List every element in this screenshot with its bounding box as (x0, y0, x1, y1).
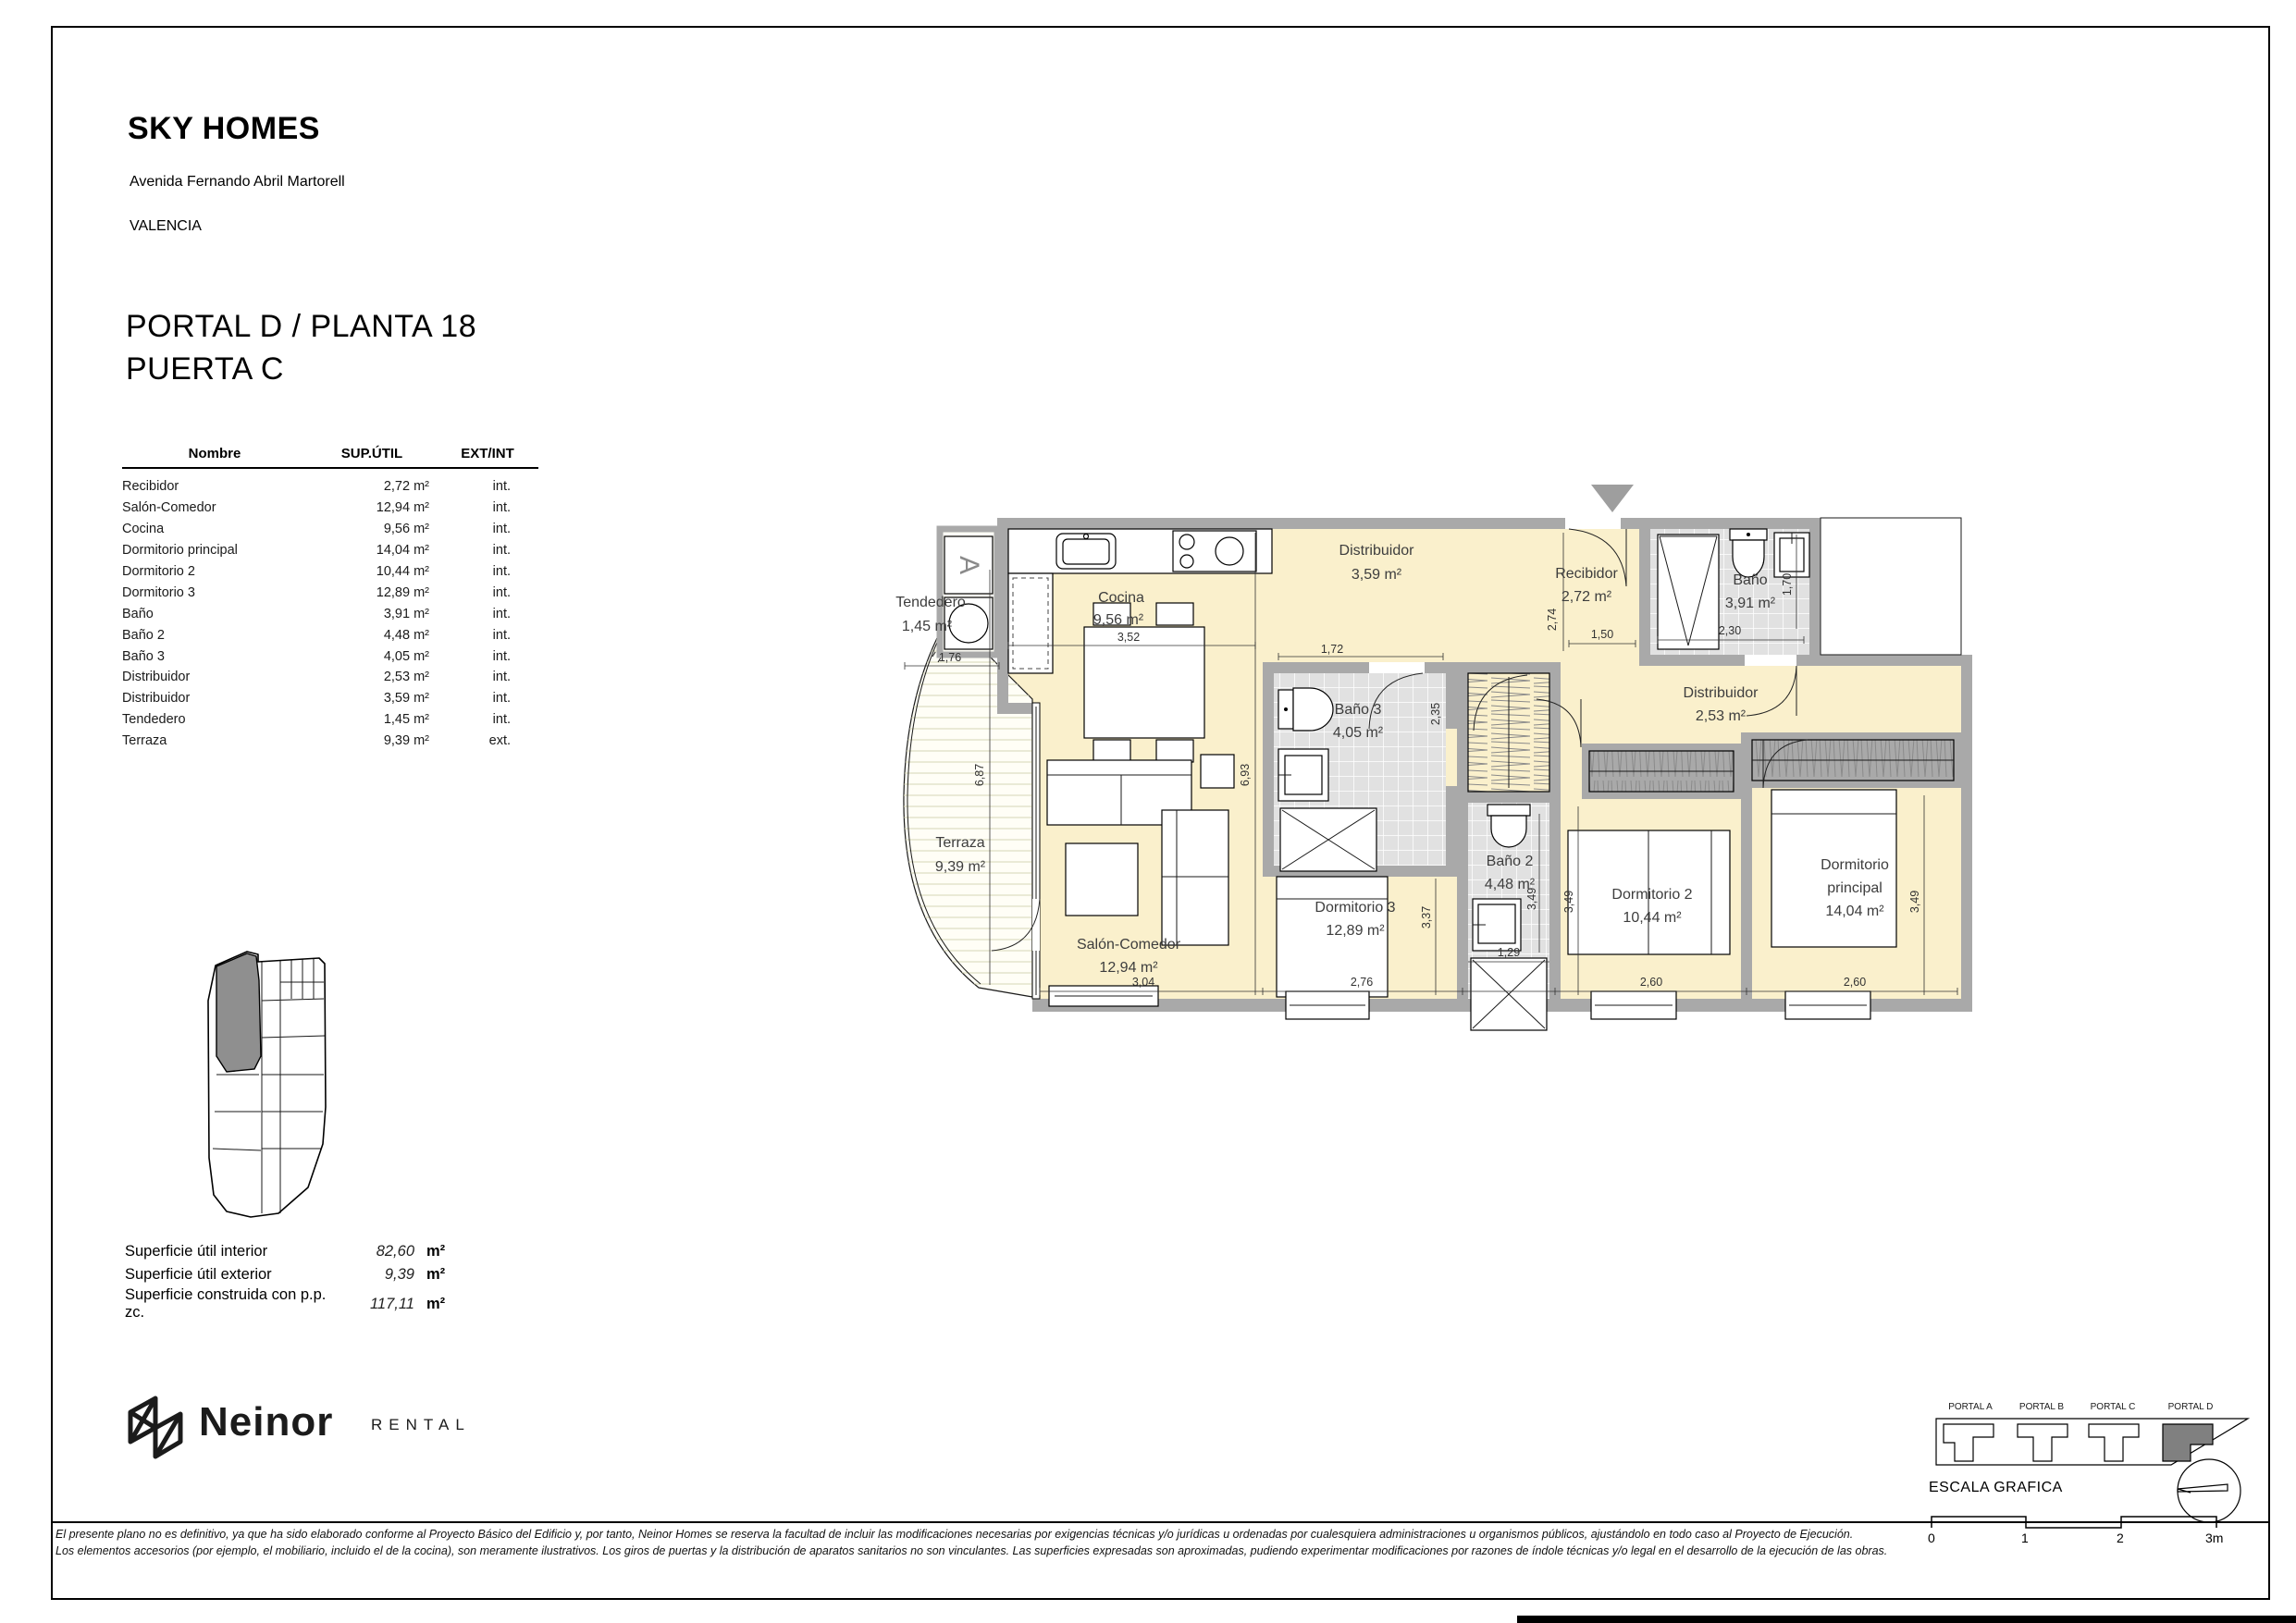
table-cell: Terraza (122, 733, 167, 749)
table-cell: Distribuidor (122, 691, 191, 707)
portal-a-shape (1944, 1424, 1994, 1461)
hall-closet (1468, 673, 1549, 792)
svg-text:Distribuidor: Distribuidor (1339, 543, 1414, 559)
table-cell: 12,94 m² (376, 500, 429, 516)
table-cell: Tendedero (122, 712, 186, 728)
page-title-line1: PORTAL D / PLANTA 18 (126, 309, 477, 344)
table-row (122, 709, 538, 731)
footer-disclaimer-line1: El presente plano no es definitivo, ya que ha sido elaborado conforme al Proyecto Básico del Edificio y, por tanto, Neinor Homes se reserva la facultad de incluir las modificaciones necesarias por exigencias técnicas y/o jurídicas u ordenadas por cualesquiera administraciones u organismos públicos, ajustándolo en todo caso al Proyecto de Ejecución. (56, 1528, 1854, 1541)
table-row (122, 476, 538, 498)
col-header-ext: EXT/INT (461, 446, 514, 461)
svg-text:4,05 m²: 4,05 m² (1332, 725, 1384, 741)
svg-text:Dormitorio: Dormitorio (1821, 857, 1889, 873)
floor-plan (851, 481, 2018, 1091)
table-cell: 2,53 m² (383, 670, 429, 685)
scale-tick-2: 2 (2117, 1531, 2124, 1544)
table-cell: Baño 2 (122, 627, 165, 643)
project-city: VALENCIA (130, 218, 202, 234)
table-cell: int. (492, 564, 511, 579)
table-row (122, 667, 538, 688)
table-row (122, 603, 538, 624)
table-cell: Dormitorio 3 (122, 584, 195, 600)
portal-b-label: PORTAL B (2018, 1402, 2065, 1412)
svg-text:Distribuidor: Distribuidor (1683, 685, 1759, 701)
table-cell: Baño 3 (122, 648, 165, 664)
table-cell: int. (492, 522, 511, 537)
svg-text:3,49: 3,49 (1908, 890, 1921, 914)
project-title: SKY HOMES (128, 111, 320, 146)
svg-text:3,52: 3,52 (1117, 631, 1141, 644)
svg-text:Tendedero: Tendedero (895, 595, 966, 610)
svg-text:1,45 m²: 1,45 m² (901, 619, 953, 634)
svg-text:Dormitorio 2: Dormitorio 2 (1611, 887, 1693, 903)
footer-separator (51, 1521, 2268, 1523)
svg-text:4,48 m²: 4,48 m² (1484, 877, 1536, 892)
footer-disclaimer-line2: Los elementos accesorios (por ejemplo, el mobiliario, incluido el de la cocina), son meramente ilustrativos. Los giros de puertas y la distribución de aparatos sanitarios no son vinculantes. Las superficies expresadas son aproximadas, pudiendo experimentar modificaciones por razones de índole técnicas y/o legal en el desarrollo de la ejecución de las obras. (56, 1544, 1888, 1557)
summary-value: 117,11 (369, 1295, 414, 1312)
svg-text:Baño 3: Baño 3 (1334, 702, 1382, 718)
svg-text:Terraza: Terraza (935, 835, 985, 851)
table-cell: int. (492, 712, 511, 728)
entrance-arrow (1591, 485, 1634, 512)
svg-text:Baño 2: Baño 2 (1486, 854, 1534, 869)
table-cell: ext. (488, 733, 511, 749)
svg-text:2,30: 2,30 (1718, 624, 1742, 637)
room-table-header (122, 446, 538, 469)
table-row (122, 688, 538, 709)
svg-text:14,04 m²: 14,04 m² (1825, 904, 1884, 919)
brand-sub: RENTAL (371, 1416, 471, 1433)
svg-text:9,39 m²: 9,39 m² (934, 859, 986, 875)
summary-row (125, 1240, 458, 1263)
summary-unit: m² (426, 1295, 446, 1312)
svg-text:3,49: 3,49 (1562, 890, 1575, 914)
portal-d-label: PORTAL D (2167, 1402, 2214, 1412)
core-void (1821, 518, 1961, 655)
svg-text:Salón-Comedor: Salón-Comedor (1076, 937, 1181, 953)
brand-name: Neinor (199, 1399, 334, 1445)
svg-text:6,87: 6,87 (973, 763, 986, 787)
portal-a-label: PORTAL A (1948, 1402, 1993, 1412)
table-cell: int. (492, 691, 511, 707)
room-table (122, 446, 538, 752)
scale-tick-1: 1 (2021, 1531, 2029, 1544)
svg-text:2,72 m²: 2,72 m² (1561, 589, 1612, 605)
page-title (126, 305, 476, 390)
table-cell: Cocina (122, 522, 165, 537)
table-cell: int. (492, 543, 511, 559)
col-header-area: SUP.ÚTIL (340, 446, 403, 461)
table-cell: Salón-Comedor (122, 500, 216, 516)
table-cell: int. (492, 648, 511, 664)
summary-value: 82,60 (376, 1243, 414, 1260)
table-cell: Distribuidor (122, 670, 191, 685)
svg-text:2,53 m²: 2,53 m² (1695, 708, 1747, 724)
portal-c-label: PORTAL C (2090, 1402, 2136, 1412)
table-cell: 9,56 m² (383, 522, 429, 537)
table-cell: Baño (122, 606, 154, 621)
svg-text:Cocina: Cocina (1098, 590, 1144, 606)
table-row (122, 646, 538, 667)
summary-unit: m² (426, 1243, 446, 1260)
svg-text:2,76: 2,76 (1350, 976, 1374, 989)
table-cell: 1,45 m² (383, 712, 429, 728)
table-row (122, 731, 538, 752)
svg-text:1,29: 1,29 (1497, 946, 1521, 959)
svg-text:3,37: 3,37 (1420, 905, 1433, 929)
page-title-line2: PUERTA C (126, 351, 284, 387)
svg-text:10,44 m²: 10,44 m² (1623, 910, 1682, 926)
table-cell: Recibidor (122, 479, 179, 495)
svg-text:Baño: Baño (1733, 572, 1768, 588)
table-row (122, 540, 538, 561)
table-cell: Dormitorio 2 (122, 564, 195, 579)
svg-text:Dormitorio 3: Dormitorio 3 (1315, 900, 1396, 916)
portal-b-shape (2018, 1424, 2068, 1461)
table-cell: int. (492, 479, 511, 495)
summary-value: 9,39 (384, 1266, 414, 1283)
svg-text:Recibidor: Recibidor (1555, 566, 1618, 582)
table-cell: 3,91 m² (383, 606, 429, 621)
table-row (122, 561, 538, 583)
summary-label: Superficie útil exterior (125, 1266, 272, 1283)
svg-text:1,76: 1,76 (938, 651, 962, 664)
table-cell: 4,48 m² (383, 627, 429, 643)
tendedero-room (940, 529, 997, 655)
table-cell: 9,39 m² (383, 733, 429, 749)
svg-text:2,35: 2,35 (1429, 702, 1442, 726)
svg-text:12,94 m²: 12,94 m² (1099, 960, 1158, 976)
keyplan-unit-highlight (216, 953, 261, 1072)
summary-row (125, 1286, 458, 1321)
svg-text:3,04: 3,04 (1131, 976, 1155, 989)
neinor-logo-icon (125, 1394, 190, 1460)
svg-text:3,49: 3,49 (1525, 887, 1538, 911)
svg-text:6,93: 6,93 (1239, 763, 1252, 787)
surface-summary (125, 1240, 458, 1321)
portal-c-shape (2089, 1424, 2139, 1461)
table-cell: int. (492, 500, 511, 516)
titleblock-edge-bar (1517, 1616, 2296, 1623)
svg-text:1,50: 1,50 (1590, 628, 1614, 641)
summary-unit: m² (426, 1266, 446, 1283)
scale-tick-0: 0 (1928, 1531, 1935, 1544)
summary-label: Superficie construida con p.p. zc. (125, 1286, 327, 1321)
table-cell: 4,05 m² (383, 648, 429, 664)
table-cell: 10,44 m² (376, 564, 429, 579)
table-cell: 14,04 m² (376, 543, 429, 559)
svg-text:1,70: 1,70 (1781, 572, 1794, 596)
table-cell: int. (492, 606, 511, 621)
summary-row (125, 1263, 458, 1286)
brand-logo (125, 1392, 513, 1466)
table-cell: Dormitorio principal (122, 543, 238, 559)
svg-text:3,59 m²: 3,59 m² (1351, 567, 1402, 583)
table-cell: int. (492, 584, 511, 600)
building-keyplan (190, 945, 365, 1227)
svg-text:2,60: 2,60 (1639, 976, 1663, 989)
svg-text:principal: principal (1827, 880, 1882, 896)
table-row (122, 582, 538, 603)
ac-unit-marker: A (954, 555, 984, 575)
table-cell: 2,72 m² (383, 479, 429, 495)
scale-title: ESCALA GRAFICA (1929, 1480, 2063, 1495)
table-cell: 3,59 m² (383, 691, 429, 707)
svg-text:12,89 m²: 12,89 m² (1326, 923, 1385, 939)
table-row (122, 624, 538, 646)
col-header-name: Nombre (188, 446, 241, 461)
scale-tick-3: 3m (2205, 1531, 2224, 1544)
room-table-body (122, 469, 538, 752)
svg-text:2,60: 2,60 (1843, 976, 1867, 989)
svg-text:2,74: 2,74 (1546, 608, 1559, 632)
summary-label: Superficie útil interior (125, 1243, 268, 1260)
svg-text:9,56 m²: 9,56 m² (1092, 612, 1144, 628)
project-address: Avenida Fernando Abril Martorell (130, 174, 345, 190)
table-row (122, 498, 538, 519)
table-row (122, 519, 538, 540)
table-cell: int. (492, 670, 511, 685)
table-cell: 12,89 m² (376, 584, 429, 600)
svg-text:3,91 m²: 3,91 m² (1724, 596, 1776, 611)
svg-text:1,72: 1,72 (1320, 643, 1344, 656)
table-cell: int. (492, 627, 511, 643)
